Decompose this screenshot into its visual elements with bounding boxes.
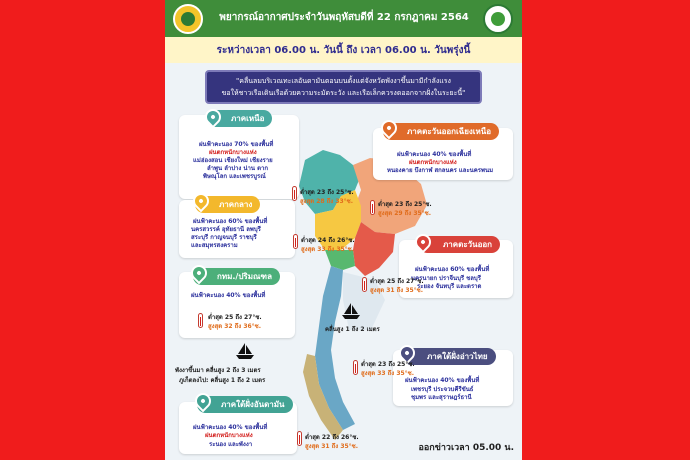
thermometer-icon [297,431,302,446]
east-areas-2: ระยอง จันทบุรี และตราด [417,283,482,290]
northeast-forecast: ฝนฟ้าคะนอง 40% ของพื้นที่ [397,151,472,158]
thermometer-icon [353,360,358,375]
warning-line-1: "คลื่นลมบริเวณทะเลอันดามันตอนบนตั้งแต่จังหวัดพังงาขึ้นมามีกำลังแรง [236,77,451,85]
thermometer-icon [370,200,375,215]
south-east-temp-max: สูงสุด 33 ถึง 35°ซ. [361,370,415,377]
northeast-title: ภาคตะวันออกเฉียงเหนือ [383,123,499,140]
boat-icon [341,302,361,320]
south-west-wave-1: พังงาขึ้นมา คลื่นสูง 2 ถึง 3 เมตร [175,367,261,374]
central-forecast: ฝนฟ้าคะนอง 60% ของพื้นที่ [193,218,268,225]
thermometer-icon [198,313,203,328]
central-areas-2: สระบุรี กาญจนบุรี ราชบุรี [191,234,257,241]
north-title: ภาคเหนือ [207,110,272,127]
time-range: ระหว่างเวลา 06.00 น. วันนี้ ถึง เวลา 06.00 น. วันพรุ่งนี้ [216,45,471,56]
south-east-areas-2: ชุมพร และสุราษฎร์ธานี [411,394,472,401]
south-west-temp-min: ต่ำสุด 22 ถึง 26°ซ. [305,434,359,441]
northeast-areas-1: หนองคาย บึงกาฬ สกลนคร และนครพนม [387,167,494,174]
northeast-heavy-rain: ฝนตกหนักบางแห่ง [409,159,457,166]
south-west-title: ภาคใต้ฝั่งอันดามัน [197,396,293,413]
warning-box [205,70,482,104]
east-temp-max: สูงสุด 31 ถึง 35°ซ. [370,287,424,294]
east-wave-height: คลื่นสูง 1 ถึง 2 เมตร [325,326,380,333]
east-areas-1: นครนายก ปราจีนบุรี ชลบุรี [411,275,481,282]
central-temp-max: สูงสุด 33 ถึง 35°ซ. [301,246,355,253]
northeast-temp-max: สูงสุด 29 ถึง 35°ซ. [378,210,432,217]
central-title: ภาคกลาง [195,196,260,213]
central-areas-1: นครสวรรค์ อุทัยธานี ลพบุรี [191,226,261,233]
thermometer-icon [292,186,297,201]
south-west-forecast: ฝนฟ้าคะนอง 40% ของพื้นที่ [193,424,268,431]
north-areas-2: ลำพูน ลำปาง น่าน ตาก [207,165,268,172]
bangkok-temp-min: ต่ำสุด 25 ถึง 27°ซ. [208,314,262,321]
central-areas-3: และสมุทรสงคราม [191,242,238,249]
central-temp-min: ต่ำสุด 24 ถึง 26°ซ. [301,237,355,244]
thermometer-icon [293,234,298,249]
page-title: พยากรณ์อากาศประจำวันพฤหัสบดีที่ 22 กรกฎาคม 2564 [219,12,469,23]
ministry-logo-icon [483,4,513,34]
north-forecast: ฝนฟ้าคะนอง 70% ของพื้นที่ [199,141,274,148]
header-bar [165,0,522,37]
south-east-temp-min: ต่ำสุด 23 ถึง 25°ซ. [361,361,415,368]
time-range-bar [165,37,522,63]
northeast-temp-min: ต่ำสุด 23 ถึง 25°ซ. [378,201,432,208]
issued-time: ออกข่าวเวลา 05.00 น. [418,443,514,453]
south-west-wave-2: ภูเก็ตลงไป: คลื่นสูง 1 ถึง 2 เมตร [179,377,266,384]
north-heavy-rain: ฝนตกหนักบางแห่ง [209,149,257,156]
north-temp-max: สูงสุด 28 ถึง 33°ซ. [300,198,354,205]
south-east-title: ภาคใต้ฝั่งอ่าวไทย [403,348,496,365]
east-forecast: ฝนฟ้าคะนอง 60% ของพื้นที่ [415,266,490,273]
bangkok-title: กทม./ปริมณฑล [193,268,280,285]
north-temp-min: ต่ำสุด 23 ถึง 25°ซ. [300,189,354,196]
south-east-areas-1: เพชรบุรี ประจวบคีรีขันธ์ [411,386,474,393]
warning-line-2: ขอให้ชาวเรือเดินเรือด้วยความระมัดระวัง และเรือเล็กควรงดออกจากฝั่งในระยะนี้" [221,89,466,97]
south-west-areas-1: ระนอง และพังงา [209,441,253,448]
south-west-heavy-rain: ฝนตกหนักบางแห่ง [205,432,253,439]
north-areas-3: พิษณุโลก และเพชรบูรณ์ [203,173,266,180]
south-west-temp-max: สูงสุด 31 ถึง 35°ซ. [305,443,359,450]
east-temp-min: ต่ำสุด 25 ถึง 27°ซ. [370,278,424,285]
bangkok-temp-max: สูงสุด 32 ถึง 36°ซ. [208,323,262,330]
north-areas-1: แม่ฮ่องสอน เชียงใหม่ เชียงราย [193,157,273,164]
bangkok-forecast: ฝนฟ้าคะนอง 40% ของพื้นที่ [191,292,266,299]
boat-icon [235,342,255,360]
east-title: ภาคตะวันออก [419,236,500,253]
tmd-logo-icon [173,4,203,34]
thermometer-icon [362,277,367,292]
forecast-poster [165,0,522,460]
south-east-forecast: ฝนฟ้าคะนอง 40% ของพื้นที่ [405,377,480,384]
